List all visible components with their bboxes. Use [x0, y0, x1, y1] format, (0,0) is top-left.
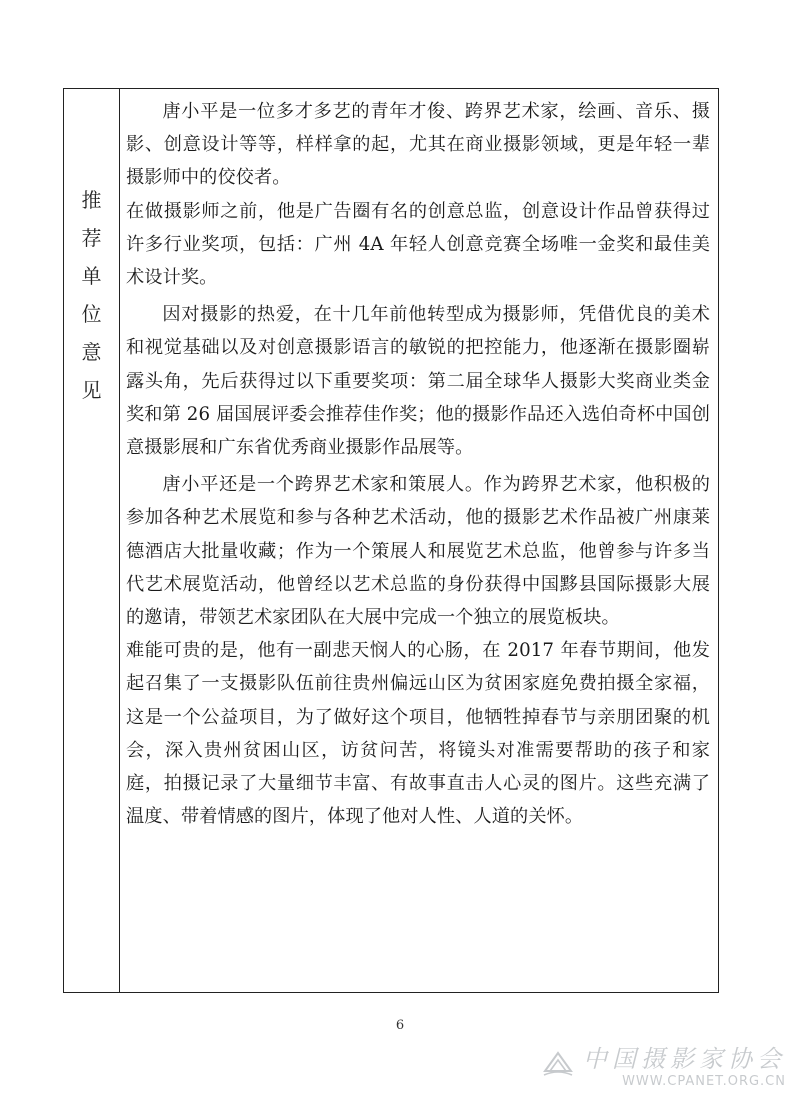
paragraph-awards: 因对摄影的热爱，在十几年前他转型成为摄影师，凭借优良的美术和视觉基础以及对创意摄影语言的敏锐的把控能力，他逐渐在摄影圈崭露头角，先后获得过以下重要奖项：第二届全球华人摄影大奖商业类金奖和第 26 届国展评委会推荐佳作奖；他的摄影作品还入选伯奇杯中国创意摄影展和广东省优秀商业摄影作品展等。 [126, 304, 710, 459]
paragraph-career: 在做摄影师之前，他是广告圈有名的创意总监，创意设计作品曾获得过许多行业奖项，包括：广州 4A 年轻人创意竞赛全场唯一金奖和最佳美术设计奖。 [126, 200, 710, 289]
label-char: 单 [81, 264, 102, 288]
watermark-text: 中国摄影家协会 [583, 1045, 786, 1073]
recommendation-label [64, 181, 119, 409]
recommendation-form [63, 88, 719, 993]
label-char: 见 [81, 378, 102, 402]
paragraph-charity: 难能可贵的是，他有一副悲天悯人的心肠，在 2017 年春节期间，他发起召集了一支摄影队伍前往贵州偏远山区为贫困家庭免费拍摄全家福，这是一个公益项目，为了做好这个项目，他牺牲掉春节与亲朋团聚的机会，深入贵州贫困山区，访贫问苦，将镜头对准需要帮助的孩子和家庭，拍摄记录了大量细节丰富、有故事直击人心灵的图片。这些充满了温度、带着情感的图片，体现了他对人性、人道的关怀。 [126, 640, 710, 828]
label-char: 意 [81, 340, 102, 364]
cpa-logo-icon [541, 1047, 575, 1081]
recommendation-content [126, 95, 710, 833]
label-char: 荐 [81, 226, 102, 250]
watermark [541, 1039, 786, 1089]
page-number: 6 [395, 1018, 405, 1033]
label-char: 推 [81, 188, 102, 212]
watermark-url: WWW.CPANET.ORG.CN [622, 1074, 786, 1089]
column-divider [119, 89, 120, 992]
paragraph-curator: 唐小平还是一个跨界艺术家和策展人。作为跨界艺术家，他积极的参加各种艺术展览和参与各种艺术活动，他的摄影艺术作品被广州康莱德酒店大批量收藏；作为一个策展人和展览艺术总监，他曾参与许多当代艺术展览活动，他曾经以艺术总监的身份获得中国黟县国际摄影大展的邀请，带领艺术家团队在大展中完成一个独立的展览板块。 [126, 474, 710, 629]
paragraph-intro: 唐小平是一位多才多艺的青年才俊、跨界艺术家，绘画、音乐、摄影、创意设计等等，样样拿的起，尤其在商业摄影领域，更是年轻一辈摄影师中的佼佼者。 [126, 101, 710, 189]
label-char: 位 [81, 302, 102, 326]
